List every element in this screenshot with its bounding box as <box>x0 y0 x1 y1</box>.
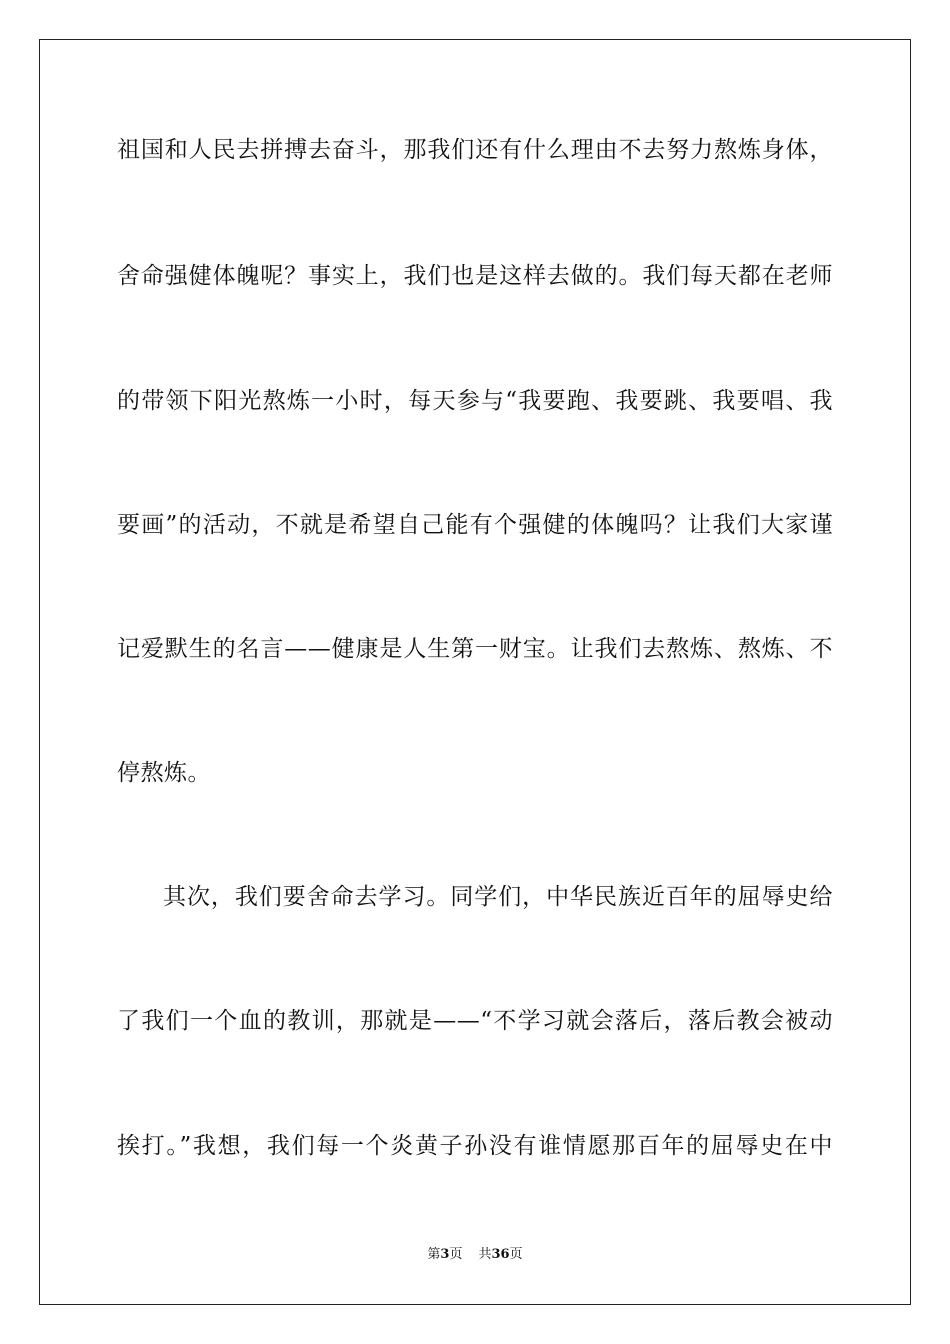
body-line-3: 的带领下阳光熬炼一小时，每天参与“我要跑、我要跳、我要唱、我 <box>117 388 833 414</box>
body-line-8: 了我们一个血的教训，那就是——“不学习就会落后，落后教会被动 <box>117 1008 833 1034</box>
footer-page-prefix: 第 <box>427 1247 441 1262</box>
page-footer <box>0 1246 950 1264</box>
body-line-1: 祖国和人民去拼搏去奋斗，那我们还有什么理由不去努力熬炼身体， <box>117 137 833 163</box>
footer-page-number: 3 <box>440 1247 450 1262</box>
body-line-7: 其次，我们要舍命去学习。同学们，中华民族近百年的屈辱史给 <box>163 884 833 910</box>
footer-total-prefix: 共 <box>478 1247 492 1262</box>
footer-total-suffix: 页 <box>509 1247 523 1262</box>
footer-total-pages: 36 <box>491 1247 510 1262</box>
body-line-4: 要画”的活动，不就是希望自己能有个强健的体魄吗？让我们大家谨 <box>117 512 833 538</box>
body-line-6: 停熬炼。 <box>117 760 211 786</box>
body-line-9: 挨打。”我想，我们每一个炎黄子孙没有谁情愿那百年的屈辱史在中 <box>117 1133 833 1159</box>
body-line-5: 记爱默生的名言——健康是人生第一财宝。让我们去熬炼、熬炼、不 <box>117 636 833 662</box>
page-border <box>39 39 911 1305</box>
body-line-2: 舍命强健体魄呢？事实上，我们也是这样去做的。我们每天都在老师 <box>117 263 833 289</box>
footer-page-suffix: 页 <box>449 1247 463 1262</box>
